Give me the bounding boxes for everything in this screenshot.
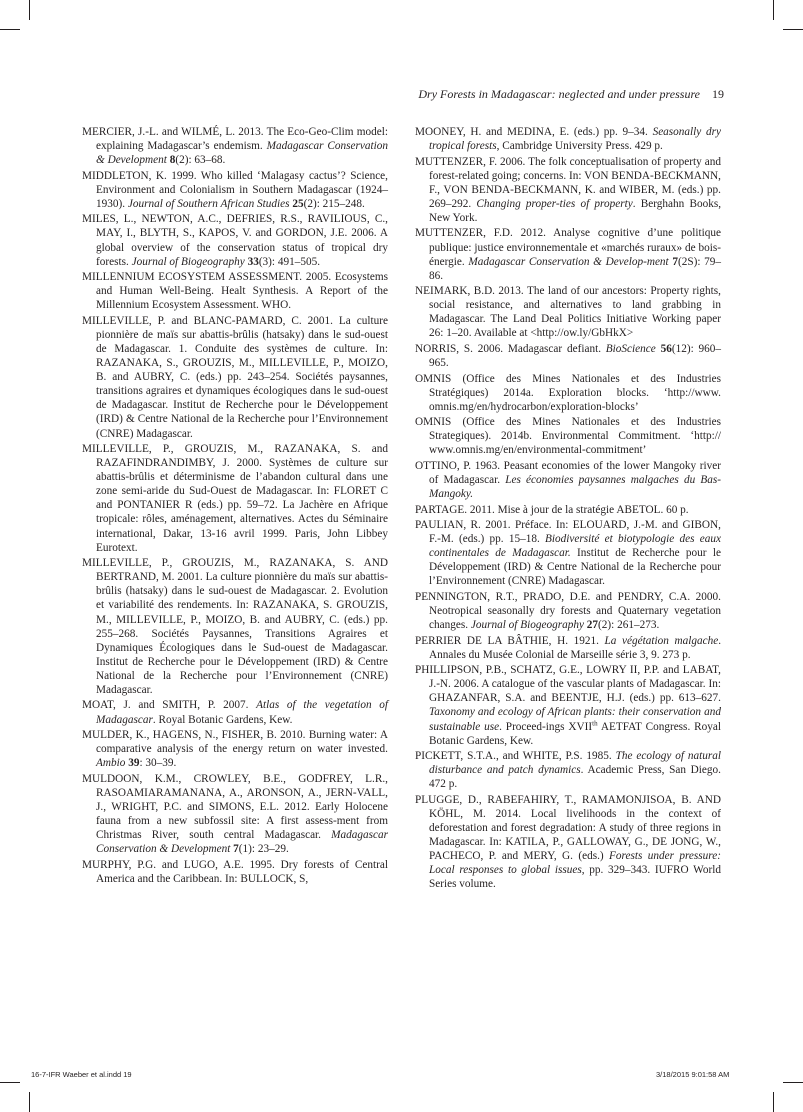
crop-mark	[29, 1092, 30, 1112]
reference-column-left	[82, 125, 388, 887]
reference-entry: OTTINO, P. 1963. Peasant economies of the lower Mangoky river of Madagascar. Les économies paysannes malgaches du Bas-Mangoky.	[415, 459, 721, 501]
page-number: 19	[712, 87, 724, 101]
reference-entry: MUTTENZER, F.D. 2012. Analyse cognitive d’une politique publique: justice environnementale et «marchés ruraux» de bois-énergie. Madagascar Conservation & Develop-ment 7(2S): 79–86.	[415, 227, 721, 282]
reference-entry: MULDER, K., HAGENS, N., FISHER, B. 2010. Burning water: A comparative analysis of the energy return on water invested. Ambio 39: 30–39.	[82, 729, 388, 770]
reference-entry: MUTTENZER, F. 2006. The folk conceptualisation of property and forest-related going; concerns. In: VON BENDA-BECKMANN, F., VON BENDA-BECKMANN, K. and WIBER, M. (eds.) pp. 269–292. Changing proper-ties of property. Berghahn Books, New York.	[415, 155, 722, 224]
reference-entry: MILES, L., NEWTON, A.C., DEFRIES, R.S., RAVILIOUS, C., MAY, I., BLYTH, S., KAPOS, V. and GORDON, J.E. 2006. A global overview of the conservation status of tropical dry forests. Journal of Biogeography 33(3): 491–505.	[82, 213, 388, 268]
reference-entry: MILLEVILLE, P. and BLANC-PAMARD, C. 2001. La culture pionnière de maïs sur abattis-brûlis (hatsaky) dans le sud-ouest de Madagascar. 1. Conduite des systèmes de culture. In: RAZANAKA, S., GROUZIS, M., MILLEVILLE, P., MOIZO, B. and AUBRY, C. (eds.) pp. 243–254. Sociétés paysannes, transitions agraires et dynamiques écologiques dans le sud-ouest de Madagascar. Institut de Recherche pour le Développement (IRD) & Centre National de la Recherche pour l’Environnement (CNRE) Madagascar.	[82, 314, 388, 440]
reference-entry: OMNIS (Office des Mines Nationales et des Industries Stratégiques) 2014a. Exploration blocks. ‘http://www. omnis.mg/en/hydrocarbon/exploration-blocks’	[415, 372, 721, 413]
reference-entry: MULDOON, K.M., CROWLEY, B.E., GODFREY, L.R., RASOAMIARAMANANA, A., ARONSON, A., JERN-VALL, J., WRIGHT, P.C. and SIMONS, E.L. 2012. Early Holocene fauna from a new subfossil site: A first assess-ment from Christmas River, south central Madagascar. Madagascar Conservation & Development 7(1): 23–29.	[82, 772, 388, 856]
crop-mark	[783, 29, 803, 30]
crop-mark	[773, 0, 774, 20]
reference-entry: OMNIS (Office des Mines Nationales et des Industries Strategiques). 2014b. Environmental Commitment. ‘http:// www.omnis.mg/en/environmental-commitment’	[415, 416, 721, 457]
crop-mark	[0, 1082, 20, 1083]
reference-entry: PAULIAN, R. 2001. Préface. In: ELOUARD, J.-M. and GIBON, F.-M. (eds.) pp. 15–18. Biodiversité et biotypologie des eaux continentales de Madagascar. Institut de Recherche pour le Développement (IRD) & Centre National de la Recherche pour l’Environnement (CNRE) Madagascar.	[415, 519, 721, 588]
reference-entry: PHILLIPSON, P.B., SCHATZ, G.E., LOWRY II, P.P. and LABAT, J.-N. 2006. A catalogue of the vascular plants of Madagascar. In: GHAZANFAR, S.A. and BEENTJE, H.J. (eds.) pp. 613–627. Taxonomy and ecology of African plants: their conservation and sustainable use. Proceed-ings XVIIth AETFAT Congress. Royal Botanic Gardens, Kew.	[415, 664, 721, 747]
reference-entry: MILLEVILLE, P., GROUZIS, M., RAZANAKA, S. AND BERTRAND, M. 2001. La culture pionnière du maïs sur abattis-brûlis (hatsaky) dans le sud-ouest de Madagascar. 2. Evolution et variabilité des rendements. In: RAZANAKA, S. GROUZIS, M., MILLEVILLE, P., MOIZO, B. and AUBRY, C. (eds.) pp. 255–268. Sociétés Paysannes, Transitions Agraires et Dynamiques Écologiques dans le Sud-ouest de Madagascar. Institut de Recherche pour le Développement (IRD) & Centre National de la Recherche pour l’Environnement (CNRE) Madagascar.	[82, 557, 388, 696]
crop-mark	[783, 1082, 803, 1083]
reference-entry: MERCIER, J.-L. and WILMÉ, L. 2013. The Eco-Geo-Clim model: explaining Madagascar’s endemism. Madagascar Conservation & Development 8(2): 63–68.	[82, 126, 388, 167]
crop-mark	[773, 1092, 774, 1112]
crop-mark	[0, 29, 20, 30]
reference-entry: PENNINGTON, R.T., PRADO, D.E. and PENDRY, C.A. 2000. Neotropical seasonally dry forests and Quaternary vegetation changes. Journal of Biogeography 27(2): 261–273.	[415, 590, 721, 632]
reference-entry: PERRIER DE LA BÂTHIE, H. 1921. La végétation malgache. Annales du Musée Colonial de Marseille série 3, 9. 273 p.	[415, 634, 721, 661]
reference-entry: PICKETT, S.T.A., and WHITE, P.S. 1985. The ecology of natural disturbance and patch dynamics. Academic Press, San Diego. 472 p.	[415, 750, 721, 791]
reference-entry: MOONEY, H. and MEDINA, E. (eds.) pp. 9–34. Seasonally dry tropical forests, Cambridge University Press. 429 p.	[415, 126, 721, 153]
reference-entry: PLUGGE, D., RABEFAHIRY, T., RAMAMONJISOA, B. AND KÖHL, M. 2014. Local livelihoods in the context of deforestation and forest degradation: A study of three regions in Madagascar. In: KATILA, P., GALLOWAY, G., DE JONG, W., PACHECO, P. and MERY, G. (eds.) Forests under pressure: Local responses to global issues, pp. 329–343. IUFRO World Series volume.	[415, 793, 721, 891]
reference-entry: MIDDLETON, K. 1999. Who killed ‘Malagasy cactus’? Science, Environment and Colonialism in Southern Madagascar (1924–1930). Journal of Southern African Studies 25(2): 215–248.	[82, 169, 388, 210]
reference-entry: NORRIS, S. 2006. Madagascar defiant. BioScience 56(12): 960–965.	[415, 342, 721, 370]
running-title: Dry Forests in Madagascar: neglected and under pressure	[418, 87, 700, 101]
reference-entry: MILLEVILLE, P., GROUZIS, M., RAZANAKA, S. and RAZAFINDRANDIMBY, J. 2000. Systèmes de culture sur abattis-brûlis et déterminisme de l’abandon cultural dans une zone semi-aride du Sud-Ouest de Madagascar. In: FLORET C and PONTANIER R (eds.) pp. 59–72. La Jachère en Afrique tropicale: rôles, aménagement, alternatives. Actes du Séminaire international, Dakar, 13-16 avril 1999. Paris, John Libbey Eurotext.	[82, 443, 388, 554]
reference-entry: MILLENNIUM ECOSYSTEM ASSESSMENT. 2005. Ecosystems and Human Well-Being. Healt Synthesis. A Report of the Millennium Ecosystem Assessment. WHO.	[82, 271, 388, 312]
reference-entry: MOAT, J. and SMITH, P. 2007. Atlas of the vegetation of Madagascar. Royal Botanic Gardens, Kew.	[82, 699, 388, 726]
print-slug-timestamp: 3/18/2015 9:01:58 AM	[656, 1070, 730, 1079]
reference-column-right	[415, 125, 721, 893]
reference-entry: NEIMARK, B.D. 2013. The land of our ancestors: Property rights, social resistance, and alternatives to land grabbing in Madagascar. The Land Deal Politics Initiative Working paper 26: 1–20. Available at <http://ow.ly/GbHkX>	[415, 285, 721, 340]
crop-mark	[29, 0, 30, 20]
print-slug-filename: 16-7-IFR Waeber et al.indd 19	[31, 1070, 132, 1079]
running-header	[414, 86, 724, 102]
reference-entry: MURPHY, P.G. and LUGO, A.E. 1995. Dry forests of Central America and the Caribbean. In: BULLOCK, S,	[82, 858, 388, 885]
reference-entry: PARTAGE. 2011. Mise à jour de la stratégie ABETOL. 60 p.	[415, 503, 689, 516]
